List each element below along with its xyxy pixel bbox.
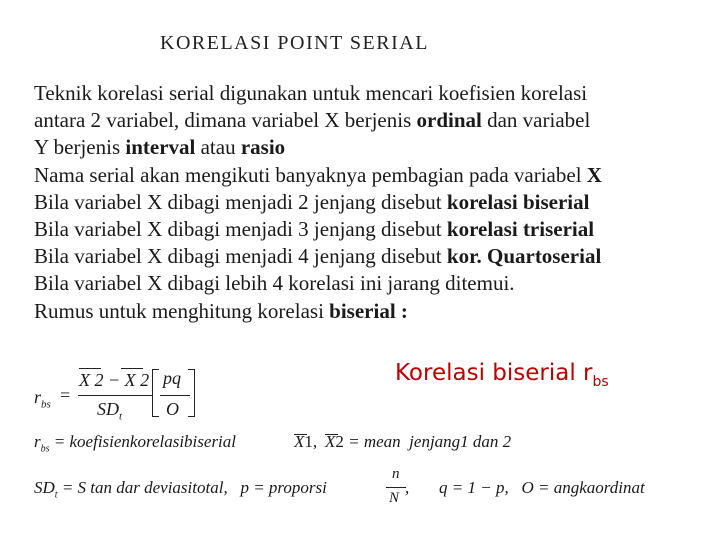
overline-x2a — [79, 368, 101, 369]
def1-x1: X1, — [294, 432, 322, 451]
body-text-segment: Rumus untuk menghitung korelasi — [34, 298, 330, 323]
bold-term: korelasi biserial — [446, 189, 590, 214]
formula-pq: pq — [163, 368, 181, 388]
formula-r: $r_{bs}$ — [34, 387, 51, 411]
def1-text: $r_{bs}$ = koefisienkorelasibiserial — [34, 432, 249, 455]
body-line — [34, 270, 714, 297]
bold-term: interval — [125, 135, 196, 160]
bold-term: rasio — [240, 135, 286, 160]
body-line — [34, 189, 714, 216]
body-text-segment: Teknik korelasi serial digunakan untuk mencari koefisien korelasi — [34, 81, 588, 105]
body-line — [34, 80, 714, 107]
body-text-segment: Y berjenis — [34, 135, 126, 160]
bracket-right-bottom — [188, 416, 195, 417]
bold-term: kor. Quartoserial — [446, 244, 602, 269]
bold-term: biserial : — [329, 298, 408, 323]
bracket-right — [194, 369, 195, 417]
def2-text: $SD_t = S$ tan dar deviasitotal, p = proporsi — [34, 478, 327, 501]
bracket-left — [152, 369, 153, 417]
formula-equals: = — [60, 385, 71, 405]
body-line — [34, 298, 714, 325]
bold-term: korelasi triserial — [446, 217, 595, 242]
pq-fraction-bar — [160, 395, 190, 396]
def2-frac-num: n — [392, 466, 400, 482]
body-line — [34, 134, 714, 161]
body-line — [34, 216, 714, 243]
korelasi-biserial-label: Korelasi biserial $r_{bs}$ — [395, 360, 609, 390]
body-text-segment: atau — [195, 135, 241, 160]
bracket-right-top — [188, 369, 195, 370]
bracket-left-top — [152, 369, 159, 370]
body-line — [34, 107, 714, 134]
overline-x2b — [121, 368, 143, 369]
def2-frac-bar — [386, 487, 406, 488]
body-text-segment: Bila variabel X dibagi lebih 4 korelasi ini jarang ditemui. — [34, 271, 515, 296]
body-text — [34, 80, 714, 325]
page-title: KORELASI POINT SERIAL — [160, 32, 429, 54]
formula-denominator: $SD_t$ — [97, 399, 123, 423]
body-text-segment: Bila variabel X dibagi menjadi 2 jenjang disebut — [34, 189, 447, 214]
body-line — [34, 162, 714, 189]
bold-term: X — [586, 162, 602, 187]
fraction-bar — [78, 395, 153, 396]
def1-x2: X2 = mean jenjang1 dan 2 — [325, 432, 512, 451]
bold-term: ordinal — [416, 108, 482, 133]
def2-text-2: , q = 1 − p, O = angkaordinat — [405, 478, 645, 497]
body-text-segment: Bila variabel X dibagi menjadi 3 jenjang disebut — [34, 217, 447, 242]
body-text-segment: Nama serial akan mengikuti banyaknya pembagian pada variabel — [34, 162, 587, 187]
formula-numerator: X 2 − X 2 — [79, 370, 150, 390]
body-line — [34, 243, 714, 270]
formula-o: O — [166, 399, 179, 419]
body-text-segment: antara 2 variabel, dimana variabel X berjenis — [34, 108, 417, 133]
body-text-segment: Bila variabel X dibagi menjadi 4 jenjang disebut — [34, 244, 447, 269]
def2-frac-den: N — [389, 490, 400, 506]
body-text-segment: dan variabel — [481, 108, 591, 133]
bracket-left-bottom — [152, 416, 159, 417]
